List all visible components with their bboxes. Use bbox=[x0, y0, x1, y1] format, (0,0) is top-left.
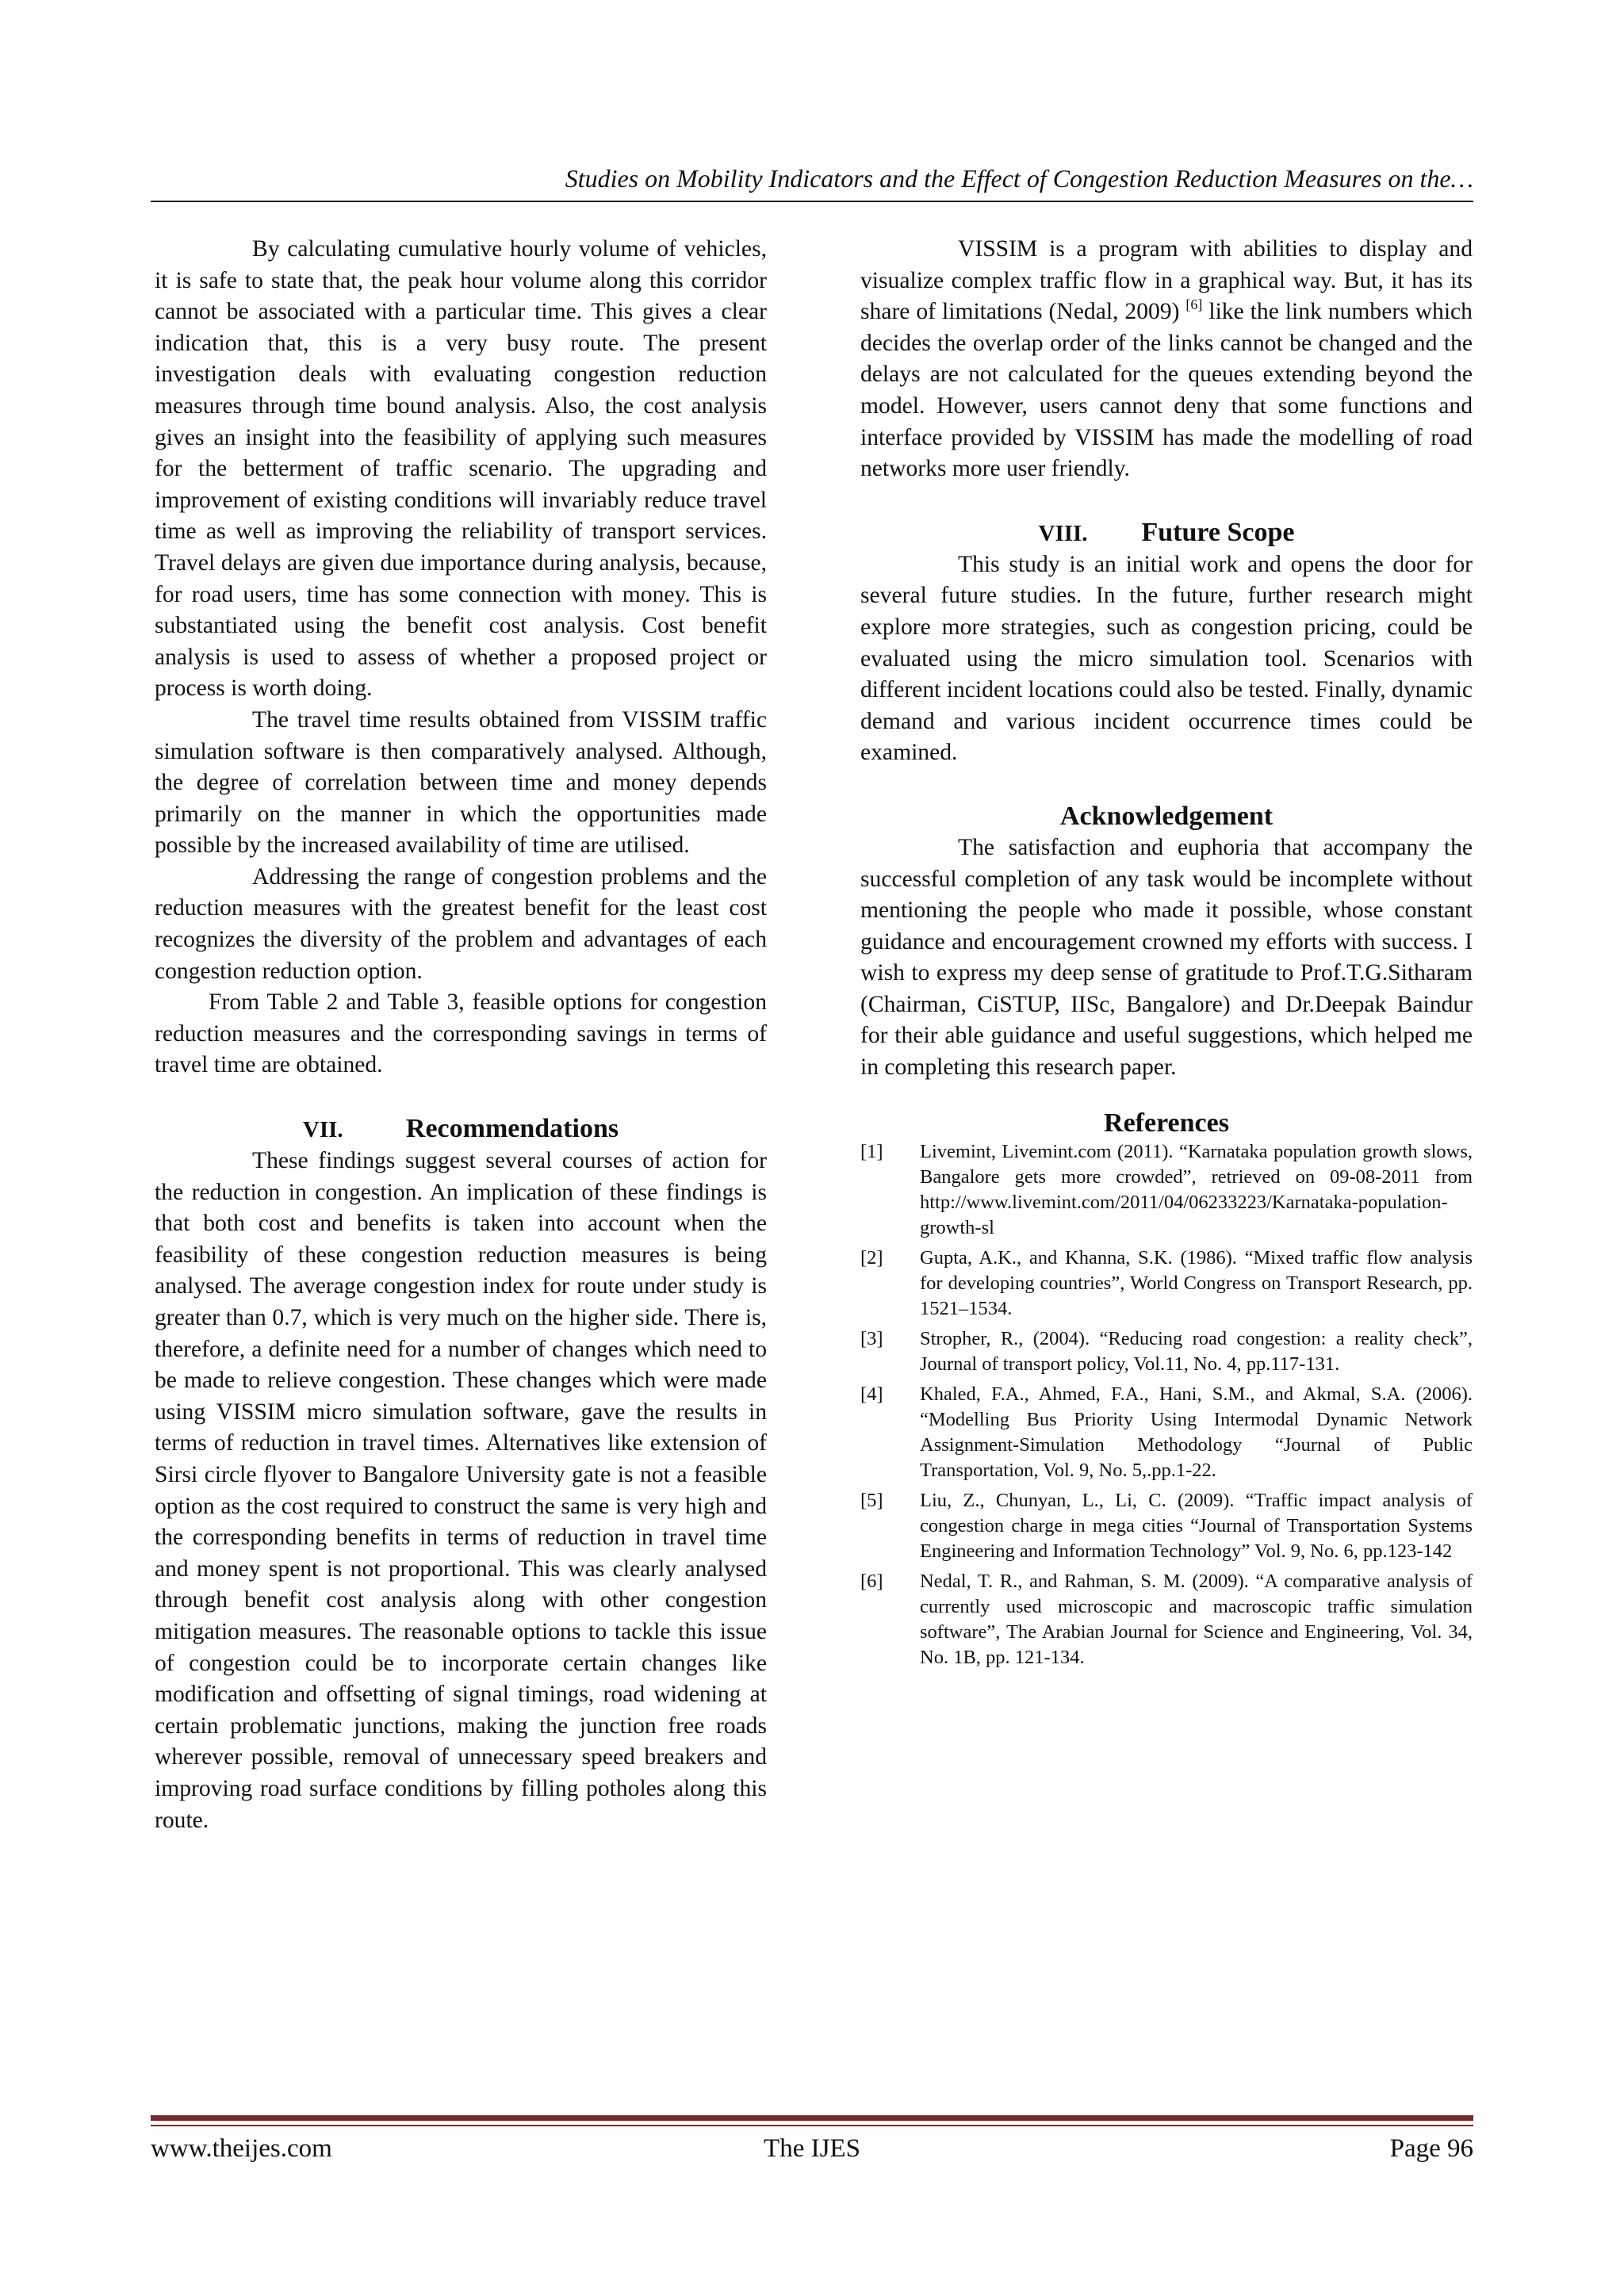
paragraph-congestion-problems: Addressing the range of congestion problems and the reduction measures with the greatest benefit for the least cost recognizes the diversity of the problem and advantages of each congestion reduction option. bbox=[155, 863, 767, 984]
reference-item bbox=[860, 1139, 1473, 1241]
reference-number: [1] bbox=[860, 1140, 883, 1162]
right-column bbox=[860, 234, 1473, 1675]
section-number: VII. bbox=[302, 1117, 343, 1143]
section-heading-future-scope bbox=[860, 517, 1473, 549]
paragraph-table-options: From Table 2 and Table 3, feasible options for congestion reduction measures and the corresponding savings in terms of travel time are obtained. bbox=[155, 989, 767, 1078]
reference-text: Livemint, Livemint.com (2011). “Karnataka population growth slows, Bangalore gets more crowded”, retrieved on 09-08-2011 from http://www.livemint.com/2011/04/06233223/Karnataka-population-growth-sl bbox=[920, 1140, 1473, 1238]
reference-list bbox=[860, 1139, 1473, 1670]
reference-item bbox=[860, 1326, 1473, 1377]
paragraph-acknowledgement: The satisfaction and euphoria that accompany the successful completion of any task would be incomplete without mentioning the people who made it possible, whose constant guidance and encouragement crowned my efforts with success. I wish to express my deep sense of gratitude to Prof.T.G.Sitharam (Chairman, CiSTUP, IISc, Bangalore) and Dr.Deepak Baindur for their able guidance and useful suggestions, which helped me in completing this research paper. bbox=[860, 834, 1473, 1081]
section-title: Recommendations bbox=[405, 1114, 619, 1144]
footer-rule-thick bbox=[151, 2115, 1473, 2121]
paragraph-cumulative-volume: By calculating cumulative hourly volume of vehicles, it is safe to state that, the peak hour volume along this corridor cannot be associated with a particular time. This gives a clear indication that, this is a very busy route. The present investigation deals with evaluating congestion reduction measures through time bound analysis. Also, the cost analysis gives an insight into the feasibility of applying such measures for the betterment of traffic scenario. The upgrading and improvement of existing conditions will invariably reduce travel time as well as improving the reliability of transport services. Travel delays are given due importance during analysis, because, for road users, time has some connection with money. This is substantiated using the benefit cost analysis. Cost benefit analysis is used to assess of whether a proposed project or process is worth doing. bbox=[155, 236, 767, 702]
reference-number: [2] bbox=[860, 1246, 883, 1269]
paragraph-future-scope: This study is an initial work and opens the door for several future studies. In the future, further research might explore more strategies, such as congestion pricing, could be evaluated using the micro simulation tool. Scenarios with different incident locations could also be tested. Finally, dynamic demand and various incident occurrence times could be examined. bbox=[860, 551, 1473, 766]
section-number: VIII. bbox=[1038, 520, 1088, 546]
reference-text: Liu, Z., Chunyan, L., Li, C. (2009). “Traffic impact analysis of congestion charge in mega cities “Journal of Transportation Systems Engineering and Information Technology” Vol. 9, No. 6, pp.123-142 bbox=[920, 1489, 1473, 1562]
paragraph-recommendations: These findings suggest several courses of action for the reduction in congestion. An implication of these findings is that both cost and benefits is taken into account when the feasibility of these congestion reduction measures is being analysed. The average congestion index for route under study is greater than 0.7, which is very much on the higher side. There is, therefore, a definite need for a number of changes which need to be made to relieve congestion. These changes which were made using VISSIM micro simulation software, gave the results in terms of reduction in travel times. Alternatives like extension of Sirsi circle flyover to Bangalore University gate is not a feasible option as the cost required to construct the same is very high and the corresponding benefits in terms of reduction in travel time and money spent is not proportional. This was clearly analysed through benefit cost analysis along with other congestion mitigation measures. The reasonable options to tackle this issue of congestion could be to incorporate certain changes like modification and offsetting of signal timings, road widening at certain problematic junctions, making the junction free roads wherever possible, removal of unnecessary speed breakers and improving road surface conditions by filling potholes along this route. bbox=[155, 1148, 767, 1833]
section-title: Future Scope bbox=[1141, 517, 1295, 547]
vissim-text-continued: like the link numbers which decides the overlap order of the links cannot be changed and the delays are not calculated for the queues extending beyond the model. However, users cannot deny that some functions and interface provided by VISSIM has made the modelling of road networks more user friendly. bbox=[860, 299, 1473, 482]
footer-website-link[interactable]: www.theijes.com bbox=[151, 2134, 332, 2163]
running-header: Studies on Mobility Indicators and the Effect of Congestion Reduction Measures on the… bbox=[565, 164, 1473, 193]
reference-text: Gupta, A.K., and Khanna, S.K. (1986). “Mixed traffic flow analysis for developing countries”, World Congress on Transport Research, pp. 1521–1534. bbox=[920, 1246, 1473, 1319]
header-rule bbox=[151, 201, 1473, 202]
footer-rule-thin bbox=[151, 2125, 1473, 2126]
page-footer bbox=[151, 2133, 1473, 2164]
footer-journal: The IJES bbox=[764, 2134, 860, 2163]
paragraph-travel-time-results: The travel time results obtained from VISSIM traffic simulation software is then comparatively analysed. Although, the degree of correlation between time and money depends primarily on the manner in which the opportunities made possible by the increased availability of time are utilised. bbox=[155, 706, 767, 859]
reference-item bbox=[860, 1569, 1473, 1670]
paragraph-vissim bbox=[860, 234, 1473, 485]
reference-item bbox=[860, 1382, 1473, 1483]
reference-text: Nedal, T. R., and Rahman, S. M. (2009). “A comparative analysis of currently used microscopic and macroscopic traffic simulation software”, The Arabian Journal for Science and Engineering, Vol. 34, No. 1B, pp. 121-134. bbox=[920, 1570, 1473, 1668]
citation-marker: [6] bbox=[1185, 297, 1203, 313]
reference-text: Khaled, F.A., Ahmed, F.A., Hani, S.M., and Akmal, S.A. (2006). “Modelling Bus Priority Using Intermodal Dynamic Network Assignment-Simulation Methodology “Journal of Public Transportation, Vol. 9, No. 5,.pp.1-22. bbox=[920, 1383, 1473, 1481]
reference-item bbox=[860, 1488, 1473, 1564]
acknowledgement-heading: Acknowledgement bbox=[1059, 801, 1274, 831]
reference-number: [6] bbox=[860, 1570, 883, 1592]
footer-page-number: Page 96 bbox=[1389, 2134, 1473, 2163]
reference-text: Stropher, R., (2004). “Reducing road congestion: a reality check”, Journal of transport policy, Vol.11, No. 4, pp.117-131. bbox=[920, 1327, 1473, 1375]
left-column bbox=[155, 234, 767, 1836]
section-heading-recommendations bbox=[155, 1113, 767, 1146]
references-heading: References bbox=[1104, 1108, 1229, 1138]
reference-number: [5] bbox=[860, 1489, 883, 1511]
reference-item bbox=[860, 1246, 1473, 1322]
vissim-text: VISSIM is a program with abilities to display and visualize complex traffic flow in a graphical way. But, it has its share of limitations (Nedal, 2009) bbox=[860, 236, 1473, 325]
reference-number: [4] bbox=[860, 1383, 883, 1405]
reference-number: [3] bbox=[860, 1327, 883, 1349]
